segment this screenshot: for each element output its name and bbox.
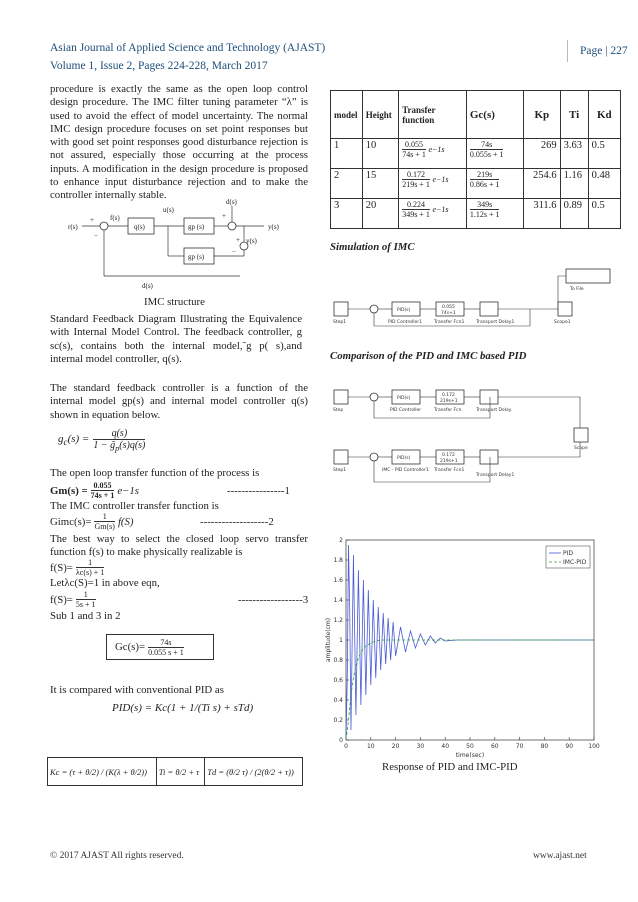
y-tick-label: 1.6 [333,577,343,584]
page-number: Page | 227 [580,45,628,57]
svg-text:PID(s): PID(s) [397,456,411,461]
gimc-equation [50,512,134,531]
svg-text:219s+1: 219s+1 [440,399,458,404]
ti-rule: Ti = θ/2 + τ [156,758,204,786]
x-tick-label: 80 [540,743,549,750]
diagram-plus2: + [222,212,226,220]
sub-text: Sub 1 and 3 in 2 [50,610,121,622]
fs-equation [50,558,104,577]
summing-junction-2 [228,222,236,230]
svg-text:0.172: 0.172 [442,453,455,458]
x-tick-label: 50 [466,743,474,750]
best-way-text: The best way to select the closed loop servo transfer function f(s) to make physically realizable is [50,533,308,559]
step-block [334,302,348,316]
svg-text:Transport Delay1: Transport Delay1 [476,320,515,325]
th-height: Height [362,91,398,139]
diagram-minus1: − [94,232,98,240]
gc-lead: Gc(s)= [115,641,146,653]
x-tick-label: 60 [490,743,499,750]
y-tick-label: 0.2 [333,717,343,724]
tofile-block [566,269,610,283]
x-tick-label: 70 [515,743,524,750]
gc-equation: $g_c(s)$ = $\frac{q(s)}{1 - g̃_p(s)q(s)}$ [58,428,146,453]
intro-paragraph: procedure is exactly the same as the open loop control design procedure. The IMC filter tuning parameter “λ” is used to avoid the effect of model uncertainty. The normal IMC design procedure focuses on set point responses but with good set point responses good disturbance rejection is not assured, especially those occurring at the process inputs. A modification in the design procedure is proposed to enhance input disturbance rejection and to make the controller internally stable. [50,83,308,202]
diagram-minus2: − [232,248,236,256]
diagram-gp: gp (s) [188,223,205,231]
svg-text:PID(s): PID(s) [397,308,411,313]
x-tick-label: 20 [391,743,400,750]
y-tick-label: 1.4 [333,597,343,604]
svg-text:0.055: 0.055 [442,305,455,310]
scope-block [558,302,572,316]
svg-text:74s+1: 74s+1 [441,311,456,316]
y-tick-label: 1 [339,637,343,644]
tuning-rules-table [47,757,303,786]
diagram-q: q(s) [134,223,145,231]
table-row: 1 10 $\frac{0.055}{74s + 1}$ e−1s $\frac{74s}{0.055s + 1}$ 269 3.63 0.5 [331,139,621,169]
footer-copyright: © 2017 AJAST All rights reserved. [50,851,184,861]
gm-exp: e−1s [117,484,139,497]
svg-text:Step1: Step1 [333,468,347,473]
comparison-caption: Comparison of the PID and IMC based PID [330,350,527,362]
pid-equation: PID(s) = Kc(1 + 1/(Ti s) + sTd) [112,702,254,714]
diagram-gp-tilde: gp (s) [188,253,205,261]
svg-text:Transfer Fcn: Transfer Fcn [434,408,462,413]
gimc-num: 1 [94,512,114,522]
fs2-den: 5s + 1 [75,600,96,609]
open-loop-text: The open loop transfer function of the process is [50,467,260,479]
fs2-lead: f(S)= [50,593,73,606]
imc-tf-text: The IMC controller transfer function is [50,500,219,512]
x-tick-label: 30 [416,743,425,750]
plot-legend [546,546,590,568]
x-tick-label: 10 [366,743,375,750]
diagram-v: v(s) [246,237,257,245]
td-rule: Td = (θ/2 τ) / (2(θ/2 + τ)) [205,758,303,786]
imc-structure-caption: IMC structure [144,296,205,308]
svg-text:219s+1: 219s+1 [440,459,458,464]
y-tick-label: 0 [339,737,343,744]
y-tick-label: 1.2 [333,617,343,624]
fs2-num: 1 [76,590,96,600]
svg-text:0.172: 0.172 [442,393,455,398]
eq2-marker: -------------------2 [200,516,274,528]
gm-num: 0.055 [91,481,115,491]
simulink-diagram-imc [330,262,620,330]
table-row: 3 20 $\frac{0.224}{349s + 1}$ e−1s $\frac{349s}{1.12s + 1}$ 311.6 0.89 0.5 [331,199,621,229]
x-tick-label: 0 [344,743,348,750]
y-tick-label: 1.8 [333,557,343,564]
x-tick-label: 90 [565,743,574,750]
svg-text:Scope1: Scope1 [554,320,571,325]
y-axis-label: amplitude(cm) [325,617,332,663]
y-tick-label: 0.8 [333,657,343,664]
th-model: model [331,91,363,139]
svg-text:Step: Step [333,408,344,413]
svg-text:Transfer Fcn1: Transfer Fcn1 [434,468,465,473]
th-transfer-function: Transfer function [399,91,467,139]
let-text: Letλc(S)=1 in above eqn, [50,577,160,589]
svg-text:PID Controller1: PID Controller1 [388,320,422,325]
kc-rule: Kc = (τ + θ/2) / (K(λ + θ/2)) [48,758,157,786]
gm-equation [50,481,139,500]
diagram-d-tilde: d(s) [142,282,153,290]
response-plot [322,534,624,760]
gimc-lead: Gimc(s)= [50,515,92,528]
diagram-plus1: + [90,216,94,224]
sum-block [370,305,378,313]
svg-text:Transfer Fcn1: Transfer Fcn1 [434,320,465,325]
journal-title: Asian Journal of Applied Science and Technology (AJAST) [50,42,326,54]
gm-lead: Gm(s) = [50,484,88,497]
gc-den: 0.055 s + 1 [148,647,184,657]
diagram-d: d(s) [226,198,237,206]
legend-label: IMC-PID [563,559,587,566]
svg-text:Transport Delay: Transport Delay [476,408,512,413]
simulink-diagram-comparison [330,378,620,494]
diagram-plus3: + [236,236,240,244]
summing-junction-1 [100,222,108,230]
x-axis-label: time(sec) [455,752,485,759]
th-kp: Kp [524,91,560,139]
footer-url: www.ajast.net [533,851,587,861]
journal-volume: Volume 1, Issue 2, Pages 224-228, March 2017 [50,60,268,72]
x-tick-label: 40 [441,743,450,750]
legend-label: PID [563,550,574,557]
plot-caption: Response of PID and IMC-PID [382,761,518,773]
diagram-y: y(s) [268,223,279,231]
eq3-marker: ------------------3 [238,594,309,606]
svg-text:PID Controller: PID Controller [390,408,422,413]
svg-text:IMC - PID Controller1: IMC - PID Controller1 [382,468,429,473]
gimc-den: Gm(s) [94,522,115,531]
th-gc: Gc(s) [466,91,523,139]
eq1-marker: ----------------1 [227,485,290,497]
gc-result-box [106,634,214,660]
table-row: 2 15 $\frac{0.172}{219s + 1}$ e−1s $\frac{219s}{0.86s + 1}$ 254.6 1.16 0.48 [331,169,621,199]
y-tick-label: 2 [339,537,343,544]
simulation-caption: Simulation of IMC [330,241,415,253]
y-tick-label: 0.4 [333,697,343,704]
fs-den: λc(s) + 1 [75,568,105,577]
svg-text:Transport Delay1: Transport Delay1 [476,473,515,478]
compared-text: It is compared with conventional PID as [50,684,224,696]
diagram-r: r(s) [68,223,78,231]
th-kd: Kd [588,91,620,139]
gc-num: 74s [148,638,184,648]
fs-lead: f(S)= [50,561,73,574]
svg-text:Step1: Step1 [333,320,347,325]
paragraph-standard-controller: The standard feedback controller is a function of the internal model gp(s) and internal model controller q(s) shown in equation below. [50,382,308,421]
gimc-tail: f(S) [117,515,134,528]
gm-den: 74s + 1 [90,491,115,500]
diagram-f: f(s) [110,214,120,222]
x-tick-label: 100 [588,743,600,750]
y-tick-label: 0.6 [333,677,343,684]
svg-text:PID(s): PID(s) [397,396,411,401]
standard-feedback-caption: Standard Feedback Diagram Illustrating the Equivalence with Internal Model Control. The feedback controller, g sc(s), contains both the internal model,˜g p( s),and internal model controller, q(s). [50,313,302,365]
page-number-box [567,40,630,62]
model-table [330,90,621,229]
fs2-equation [50,590,96,609]
delay-block [480,302,498,316]
svg-text:Scope: Scope [574,446,588,451]
imc-structure-diagram [68,198,300,290]
th-ti: Ti [560,91,588,139]
fs-num: 1 [76,558,104,568]
svg-text:To File: To File [570,287,584,292]
diagram-u: u(s) [163,206,174,214]
